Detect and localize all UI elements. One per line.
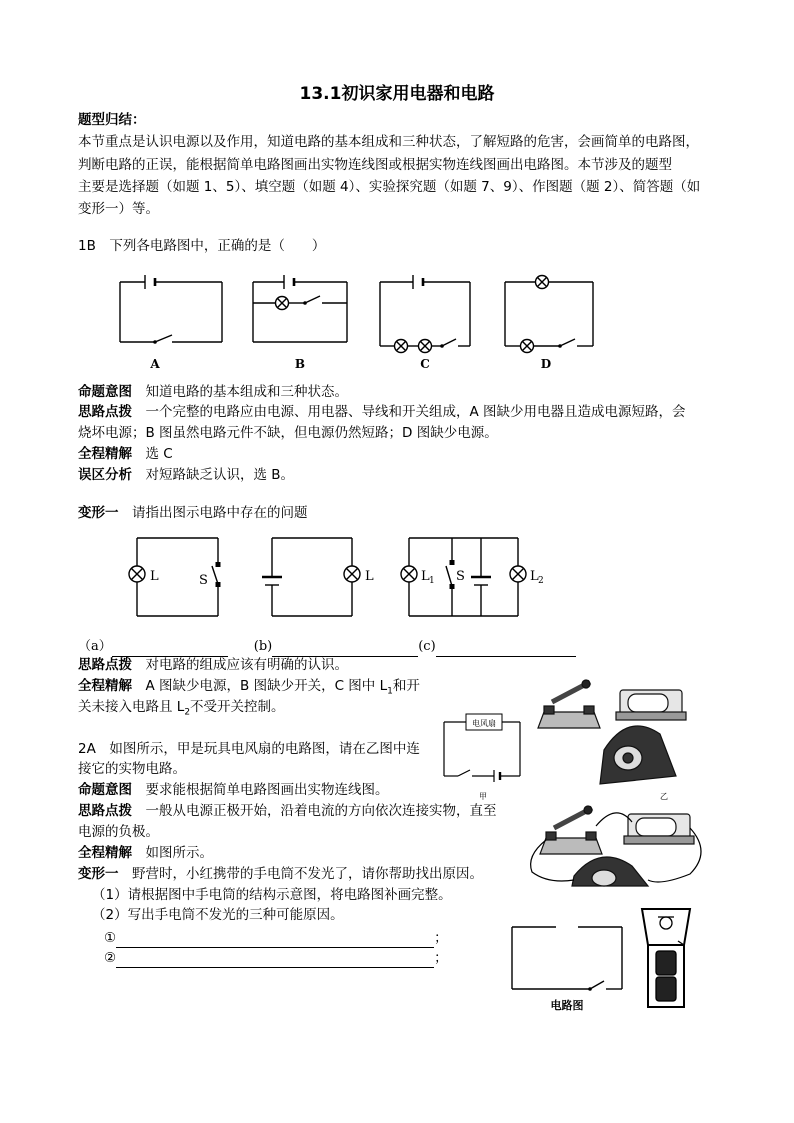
v1-circuit-figures — [0, 530, 794, 630]
v1-answer-line2: 关未接入电路且 $L_2$不受开关控制。 — [78, 699, 285, 718]
circuit-d — [505, 276, 593, 353]
q1-hint-line2: 烧坏电源；B 图虽然电路元件不缺，但电源仍然短路；D 图缺少电源。 — [78, 425, 498, 441]
v1-answer-blanks — [78, 637, 576, 657]
circle-1-label: ① — [104, 930, 117, 946]
circuit-a — [120, 275, 222, 342]
label-l: L — [365, 569, 374, 584]
figure-label-d: D — [540, 357, 552, 371]
q1-answer: 全程精解 选 C — [78, 446, 173, 462]
blank-c[interactable] — [436, 642, 576, 657]
v1-answer-line1: 全程精解 A 图缺少电源，B 图缺少开关，C 图中 $L_1$和开 — [78, 678, 420, 697]
circuit-caption: 电路图 — [550, 999, 584, 1012]
v2-figures — [0, 905, 794, 1015]
v1-stem: 变形一 请指出图示电路中存在的问题 — [78, 505, 308, 521]
label-l2-sub: 2 — [538, 576, 544, 586]
page-title: 13.1初识家用电器和电路 — [299, 84, 495, 104]
q1-mistake: 误区分析 对短路缺乏认识，选 B。 — [78, 467, 295, 483]
blank-a-label: （a） — [78, 639, 112, 654]
incomplete-circuit-diagram — [512, 927, 622, 989]
v2-blank-line2: ② ； — [104, 950, 448, 966]
q2-intent: 命题意图 要求能根据简单电路图画出实物连线图。 — [78, 782, 389, 798]
summary-line: 判断电路的正误，能根据简单电路图画出实物连线图或根据实物连线图画出电路图。本节涉及的题型 — [78, 157, 672, 173]
figure-label-b: B — [294, 357, 306, 371]
v1-hint: 思路点拨 对电路的组成应该有明确的认识。 — [78, 657, 348, 673]
label-l1: L — [421, 569, 430, 584]
summary-line: 主要是选择题（如题 1、5）、填空题（如题 4）、实验探究题（如题 7、9）、作图题（题 2）、简答题（如 — [78, 179, 701, 195]
q2-hint-line1: 思路点拨 一般从电源正极开始，沿着电流的方向依次连接实物，直至 — [78, 803, 497, 819]
label-l: L — [150, 569, 159, 584]
q1-stem: 1B 下列各电路图中，正确的是（ ） — [78, 238, 326, 254]
q1-circuit-figures — [0, 262, 794, 392]
fan-box-label: 电风扇 — [472, 719, 496, 728]
label-s: S — [199, 573, 208, 588]
summary-line: 本节重点是认识电源以及作用，知道电路的基本组成和三种状态，了解短路的危害，会画简单的电路图， — [78, 134, 699, 150]
blank-b-label: (b) — [253, 639, 273, 654]
v2-item1: （1）请根据图中手电筒的结构示意图，将电路图补画完整。 — [92, 887, 452, 903]
label-s: S — [456, 569, 465, 584]
q2-hint-line2: 电源的负极。 — [78, 824, 159, 840]
q2-stem-line1: 2A 如图所示，甲是玩具电风扇的电路图，请在乙图中连 — [78, 741, 420, 757]
blank-c-label: (c) — [418, 639, 436, 654]
v2-stem: 变形一 野营时，小红携带的手电筒不发光了，请你帮助找出原因。 — [78, 866, 483, 882]
q1-intent: 命题意图 知道电路的基本组成和三种状态。 — [78, 384, 348, 400]
circle-2-label: ② — [104, 950, 117, 966]
summary-heading: 题型归结： — [78, 112, 146, 128]
fig-jia-label: 甲 — [479, 792, 487, 801]
circuit-b — [253, 275, 347, 342]
q2-answer: 全程精解 如图所示。 — [78, 845, 213, 861]
label-l1-sub: 1 — [429, 576, 435, 586]
label-l2: L — [530, 569, 539, 584]
v2-item2: （2）写出手电筒不发光的三种可能原因。 — [92, 907, 344, 923]
q2-stem-line2: 接它的实物电路。 — [78, 761, 186, 777]
real-objects-sketch — [538, 680, 686, 784]
circuit-v1-b — [262, 538, 360, 616]
fig-yi-label: 乙 — [660, 792, 668, 801]
q1-hint-line1: 思路点拨 一个完整的电路应由电源、用电器、导线和开关组成，A 图缺少用电器且造成电源短路，会 — [78, 404, 686, 420]
figure-label-c: C — [420, 357, 430, 371]
figure-label-a: A — [150, 357, 160, 371]
circuit-c — [380, 275, 470, 353]
q2-figures — [0, 676, 794, 886]
v2-blank-line1: ① ； — [104, 930, 448, 946]
summary-line: 变形一）等。 — [78, 201, 159, 217]
wired-objects-sketch — [531, 806, 701, 886]
flashlight-structure-sketch — [642, 909, 690, 1007]
